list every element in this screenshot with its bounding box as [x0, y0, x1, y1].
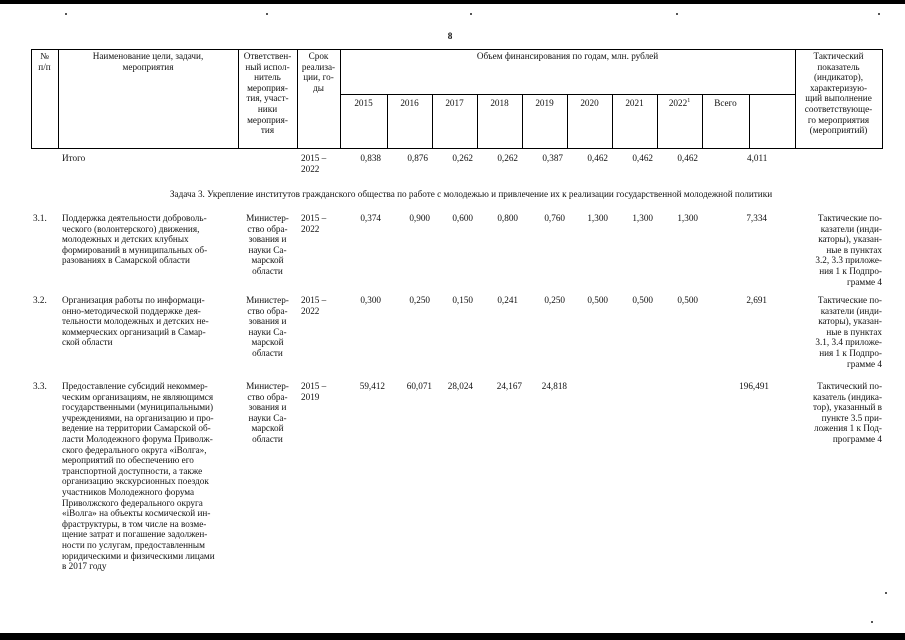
header-year: 2020: [580, 98, 599, 108]
row-value: 0,300: [360, 295, 381, 305]
row-executor: Министер- ство обра- зования и науки Са- марской области: [246, 213, 289, 276]
header-year: 2016: [400, 98, 419, 108]
row-term: 2015 – 2019: [301, 381, 327, 402]
scan-top-border: [0, 0, 905, 4]
total-term: 2015 – 2022: [301, 153, 327, 174]
scan-speck: [470, 13, 472, 15]
scan-speck: [676, 13, 678, 15]
row-value: 0,760: [544, 213, 565, 223]
total-value: 0,262: [452, 153, 473, 163]
total-value: 0,876: [407, 153, 428, 163]
total-value: 0,838: [360, 153, 381, 163]
row-value: 24,167: [496, 381, 522, 391]
row-total: 196,491: [739, 381, 769, 391]
row-term: 2015 – 2022: [301, 295, 327, 316]
header-executor: Ответствен- ный испол- нитель мероприя- тия, участ- ники мероприя- тия: [243, 51, 292, 136]
header-funding: Объем финансирования по годам, млн. рублей: [476, 51, 659, 61]
row-total: 2,691: [746, 295, 767, 305]
row-name: Поддержка деятельности доброволь- ческого (волонтерского) движения, молодежных и детских клубных формирований в муниципальных об- разованиях в Самарской области: [62, 213, 208, 266]
total-value: 0,262: [497, 153, 518, 163]
task-title: Задача 3. Укрепление институтов гражданского общества по работе с молодежью и привлечение их к реализации государственной молодежной политики: [169, 189, 773, 199]
row-value: 24,818: [541, 381, 567, 391]
header-name: Наименование цели, задачи, мероприятия: [92, 51, 204, 72]
page-number: 8: [447, 31, 453, 41]
row-value: 0,600: [452, 213, 473, 223]
row-indicator: Тактические по- казатели (инди- каторы), указан- ные в пунктах 3.2, 3.3 приложе- ния 1 к Подпро- грамме 4: [815, 213, 882, 287]
row-value: 28,024: [447, 381, 473, 391]
row-value: 59,412: [359, 381, 385, 391]
row-executor: Министер- ство обра- зования и науки Са- марской области: [246, 381, 289, 444]
row-value: 60,071: [406, 381, 432, 391]
scan-bottom-border: [0, 633, 905, 640]
row-value: 0,250: [544, 295, 565, 305]
row-value: 0,500: [587, 295, 608, 305]
footnote-mark: 1: [687, 97, 691, 104]
row-name: Организация работы по информаци- онно-методической поддержке дея- тельности молодежных и детских не- коммерческих организаций в Самар- ской области: [62, 295, 209, 348]
header-year: 2021: [625, 98, 644, 108]
scan-speck: [65, 13, 67, 15]
row-value: 1,300: [677, 213, 698, 223]
row-value: 0,500: [632, 295, 653, 305]
header-year: 2022$^1$: [668, 97, 691, 108]
row-number: 3.3.: [33, 381, 47, 391]
header-indicator: Тактический показатель (индикатор), характеризую- щий выполнение соответствующе- го мероприятия (мероприятий): [804, 51, 873, 136]
scan-speck: [878, 13, 880, 15]
row-number: 3.2.: [33, 295, 47, 305]
row-term: 2015 – 2022: [301, 213, 327, 234]
row-value: 0,150: [452, 295, 473, 305]
row-value: 1,300: [587, 213, 608, 223]
row-name: Предоставление субсидий некоммер- ческим организациям, не являющимся государственными (муниципальными) учреждениями, на организацию и про- ведение на территории Самарской об- ласти Молодежного форума Приволж- ского федерального округа «iВолга», мероприятий по обеспечению его транспортной доступности, а также организацию экскурсионных поездок участников Молодежного форума Приволжского федерального округа «iВолга» на объекты космической ин- фраструктуры, в том числе на возме- щение затрат и погашение задолжен- ности по услугам, предоставленным юридическими и физическими лицами в 2017 году: [62, 381, 215, 572]
row-value: 0,250: [409, 295, 430, 305]
row-indicator: Тактические по- казатели (инди- каторы), указан- ные в пунктах 3.1, 3.4 приложе- ния 1 к Подпро- грамме 4: [815, 295, 882, 369]
total-value: 0,387: [542, 153, 563, 163]
header-year: 2019: [535, 98, 554, 108]
row-value: 0,900: [409, 213, 430, 223]
header-term: Срок реализа- ции, го- ды: [301, 51, 336, 93]
row-number: 3.1.: [33, 213, 47, 223]
scan-speck: [885, 592, 887, 594]
scan-speck: [871, 621, 873, 623]
header-year: 2017: [445, 98, 464, 108]
header-year: 2015: [354, 98, 373, 108]
scan-speck: [266, 13, 268, 15]
row-value: 0,374: [360, 213, 381, 223]
header-total: Всего: [714, 98, 737, 108]
header-number: № п/п: [38, 51, 51, 72]
total-sum: 4,011: [747, 153, 768, 163]
row-value: 0,241: [497, 295, 518, 305]
total-label: Итого: [62, 153, 86, 163]
header-year: 2018: [490, 98, 509, 108]
row-total: 7,334: [746, 213, 767, 223]
row-value: 1,300: [632, 213, 653, 223]
row-executor: Министер- ство обра- зования и науки Са- марской области: [246, 295, 289, 358]
total-value: 0,462: [677, 153, 698, 163]
row-indicator: Тактический по- казатель (индика- тор), указанный в пункте 3.5 при- ложения 1 к Под- программе 4: [813, 381, 882, 444]
row-value: 0,500: [677, 295, 698, 305]
total-value: 0,462: [632, 153, 653, 163]
row-value: 0,800: [497, 213, 518, 223]
total-value: 0,462: [587, 153, 608, 163]
